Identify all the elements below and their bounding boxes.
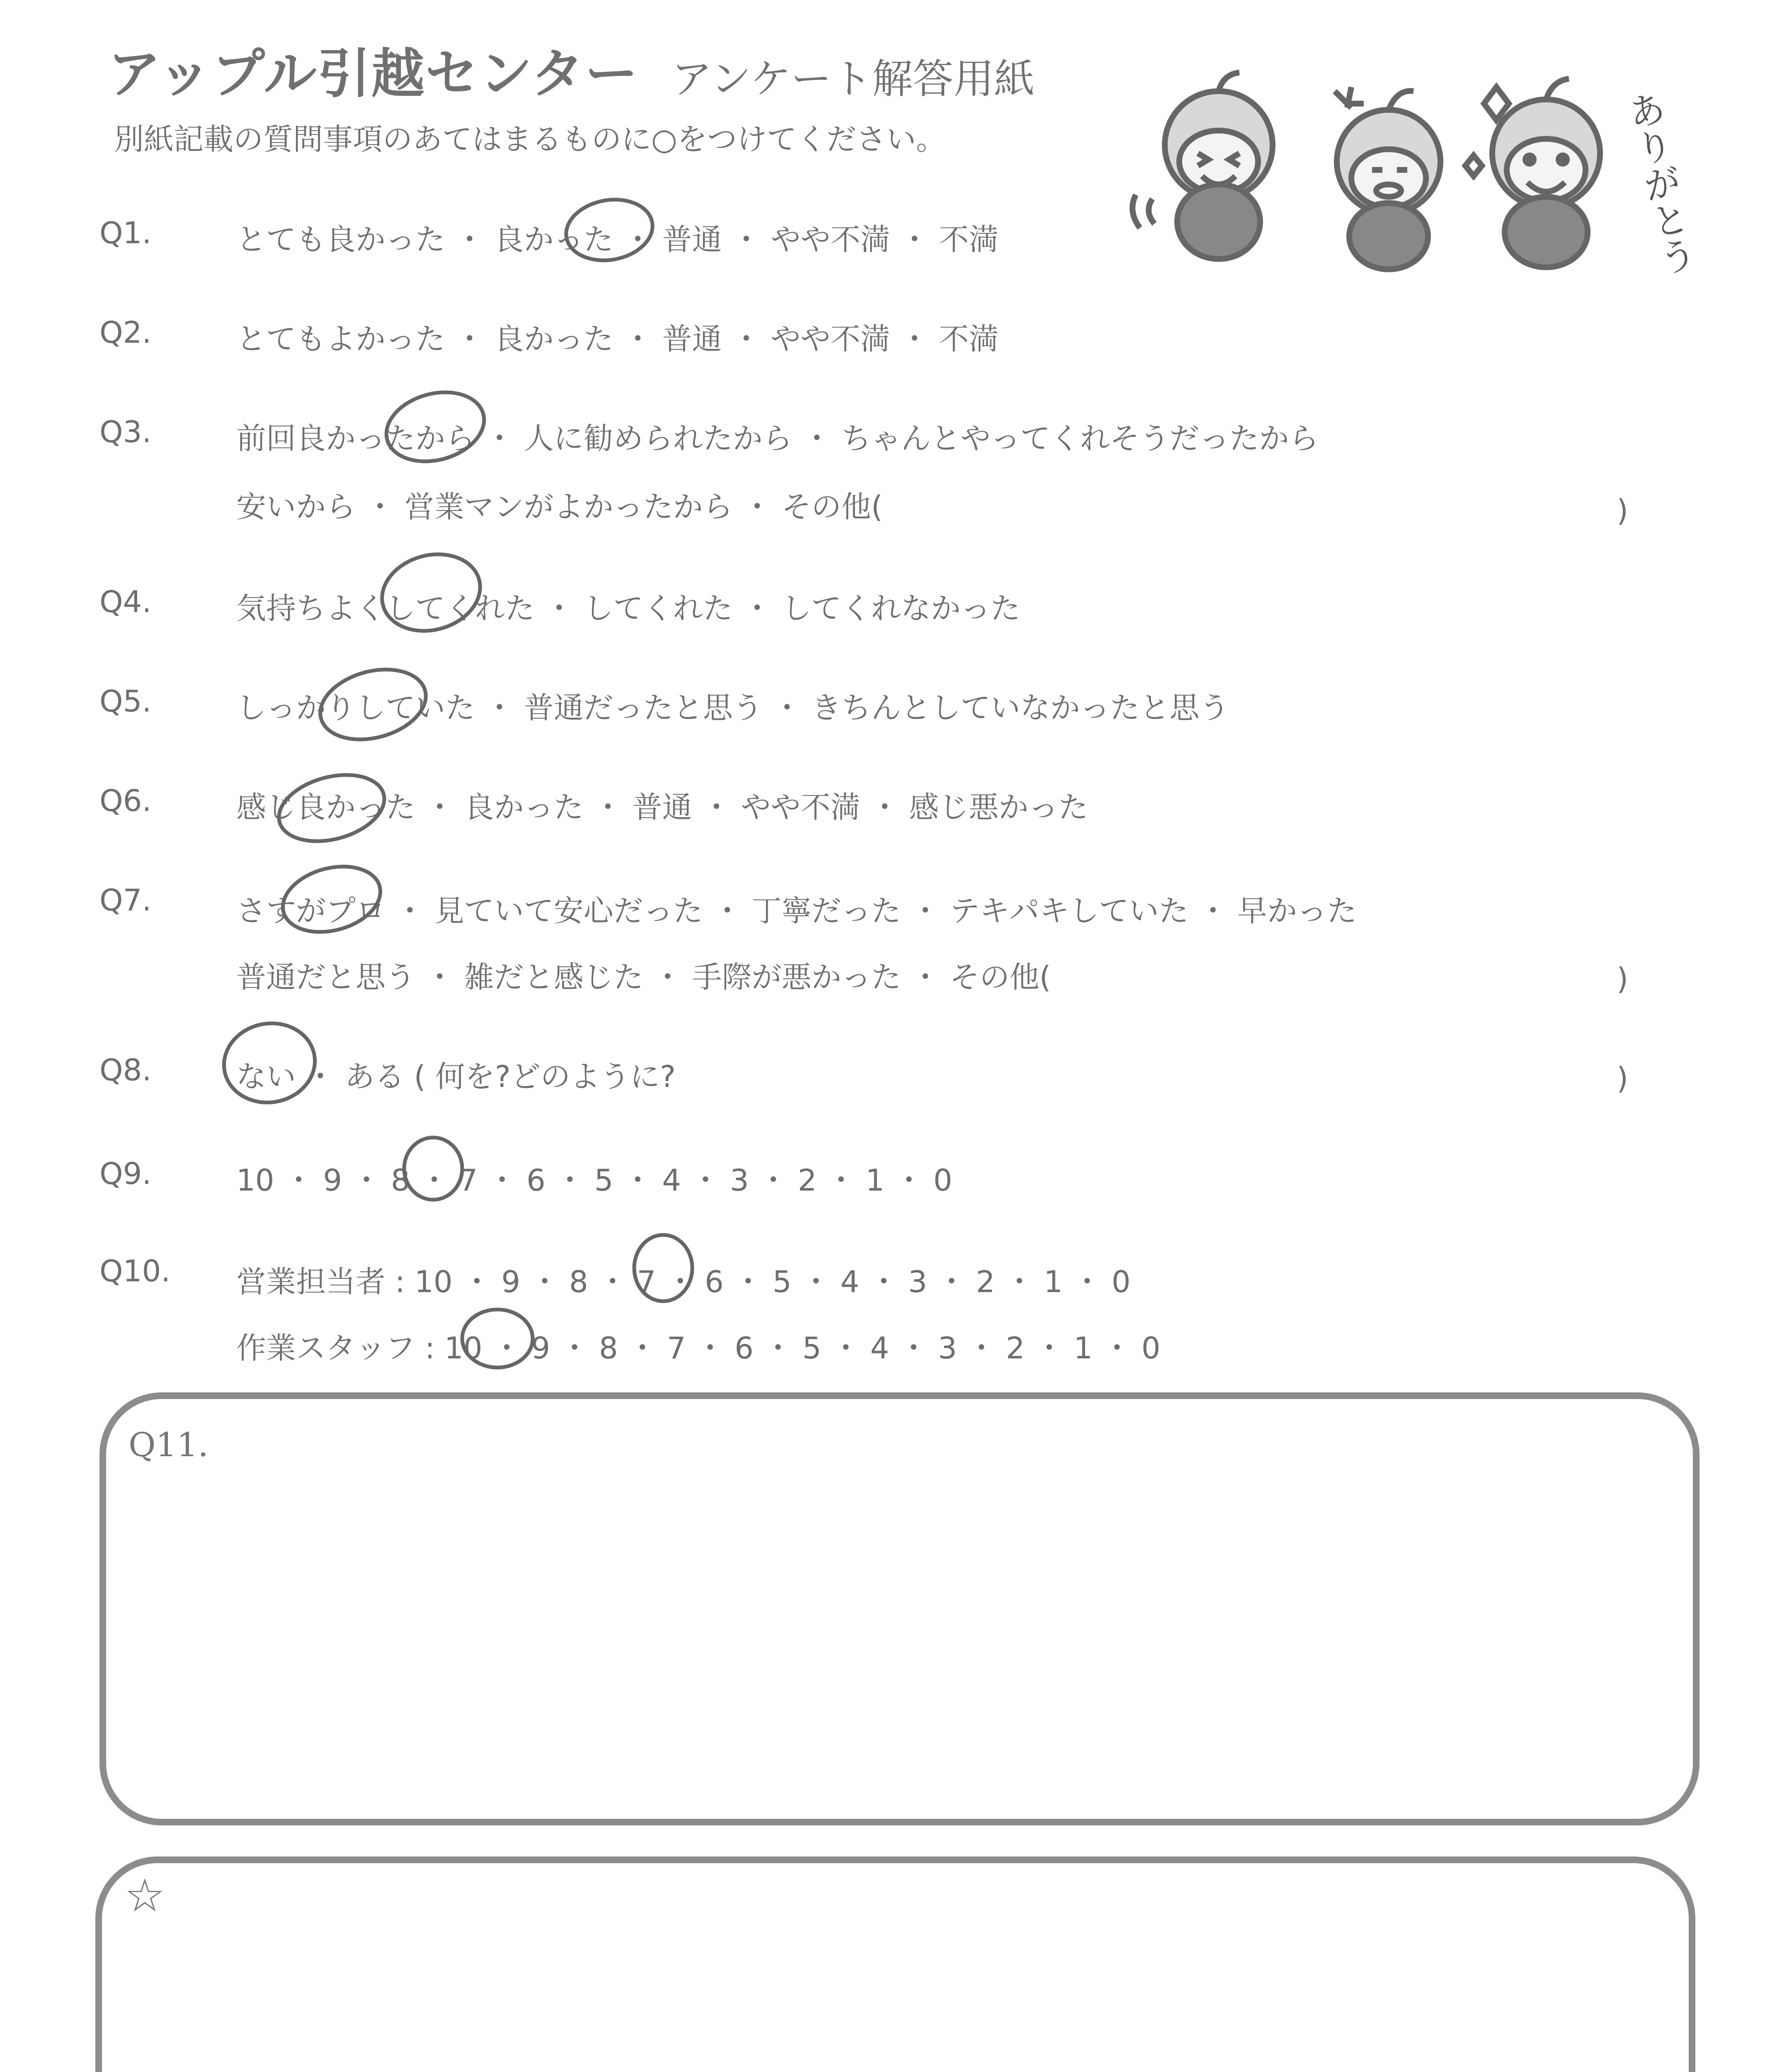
q2-label: Q2. bbox=[99, 315, 152, 350]
q10-sales-options: 営業担当者 : 10 ・ 9 ・ 8 ・ 7 ・ 6 ・ 5 ・ 4 ・ 3 ・ 2 ・ 1 ・ 0 bbox=[236, 1264, 1131, 1299]
q10-staff-options: 作業スタッフ : 10 ・ 9 ・ 8 ・ 7 ・ 6 ・ 5 ・ 4 ・ 3 ・ 2 ・ 1 ・ 0 bbox=[236, 1331, 1161, 1365]
q3-options-line2: 安いから ・ 営業マンがよかったから ・ その他( bbox=[236, 489, 883, 524]
q1-options: とても良かった ・ 良かった ・ 普通 ・ やや不満 ・ 不満 bbox=[236, 222, 999, 257]
q2-options: とてもよかった ・ 良かった ・ 普通 ・ やや不満 ・ 不満 bbox=[236, 322, 999, 356]
q7-label: Q7. bbox=[99, 883, 152, 917]
q8-options: ない ・ ある ( 何を?どのように? bbox=[236, 1059, 676, 1094]
q9-options: 10 ・ 9 ・ 8 ・ 7 ・ 6 ・ 5 ・ 4 ・ 3 ・ 2 ・ 1 ・ 0 bbox=[236, 1163, 953, 1198]
q11-comment-box[interactable] bbox=[99, 1392, 1700, 1825]
q11-box-label: Q11. bbox=[128, 1426, 209, 1464]
form-subtitle: アンケート解答用紙 bbox=[672, 56, 1035, 103]
q8-close-paren: ) bbox=[1617, 1061, 1629, 1096]
q6-options: 感じ良かった ・ 良かった ・ 普通 ・ やや不満 ・ 感じ悪かった bbox=[236, 790, 1089, 825]
mascot-speech-text: ありがとう bbox=[1618, 87, 1700, 279]
q6-label: Q6. bbox=[99, 783, 152, 818]
q7-options-line1: さすがプロ ・ 見ていて安心だった ・ 丁寧だった ・ テキパキしていた ・ 早かった bbox=[236, 893, 1357, 928]
q3-label: Q3. bbox=[99, 414, 152, 449]
q3-options-line1: 前回良かったから ・ 人に勧められたから ・ ちゃんとやってくれそうだったから bbox=[236, 421, 1319, 456]
q10-label: Q10. bbox=[99, 1254, 171, 1288]
q7-options-line2: 普通だと思う ・ 雑だと感じた ・ 手際が悪かった ・ その他( bbox=[236, 960, 1051, 995]
star-box-label: ☆ bbox=[124, 1869, 165, 1922]
star-comment-box[interactable] bbox=[95, 1857, 1695, 2072]
q1-label: Q1. bbox=[99, 215, 152, 250]
q8-label: Q8. bbox=[99, 1053, 152, 1087]
q4-label: Q4. bbox=[99, 584, 152, 619]
q9-label: Q9. bbox=[99, 1156, 152, 1191]
q3-close-paren: ) bbox=[1617, 493, 1629, 528]
instruction-text: 別紙記載の質問事項のあてはまるものに○をつけてください。 bbox=[114, 122, 946, 157]
q4-options: 気持ちよくしてくれた ・ してくれた ・ してくれなかった bbox=[236, 591, 1021, 626]
q5-options: しっかりしていた ・ 普通だったと思う ・ きちんとしていなかったと思う bbox=[236, 690, 1229, 725]
form-title: アップル引越センター bbox=[108, 43, 639, 105]
q5-label: Q5. bbox=[99, 684, 152, 719]
q7-close-paren: ) bbox=[1617, 961, 1629, 996]
